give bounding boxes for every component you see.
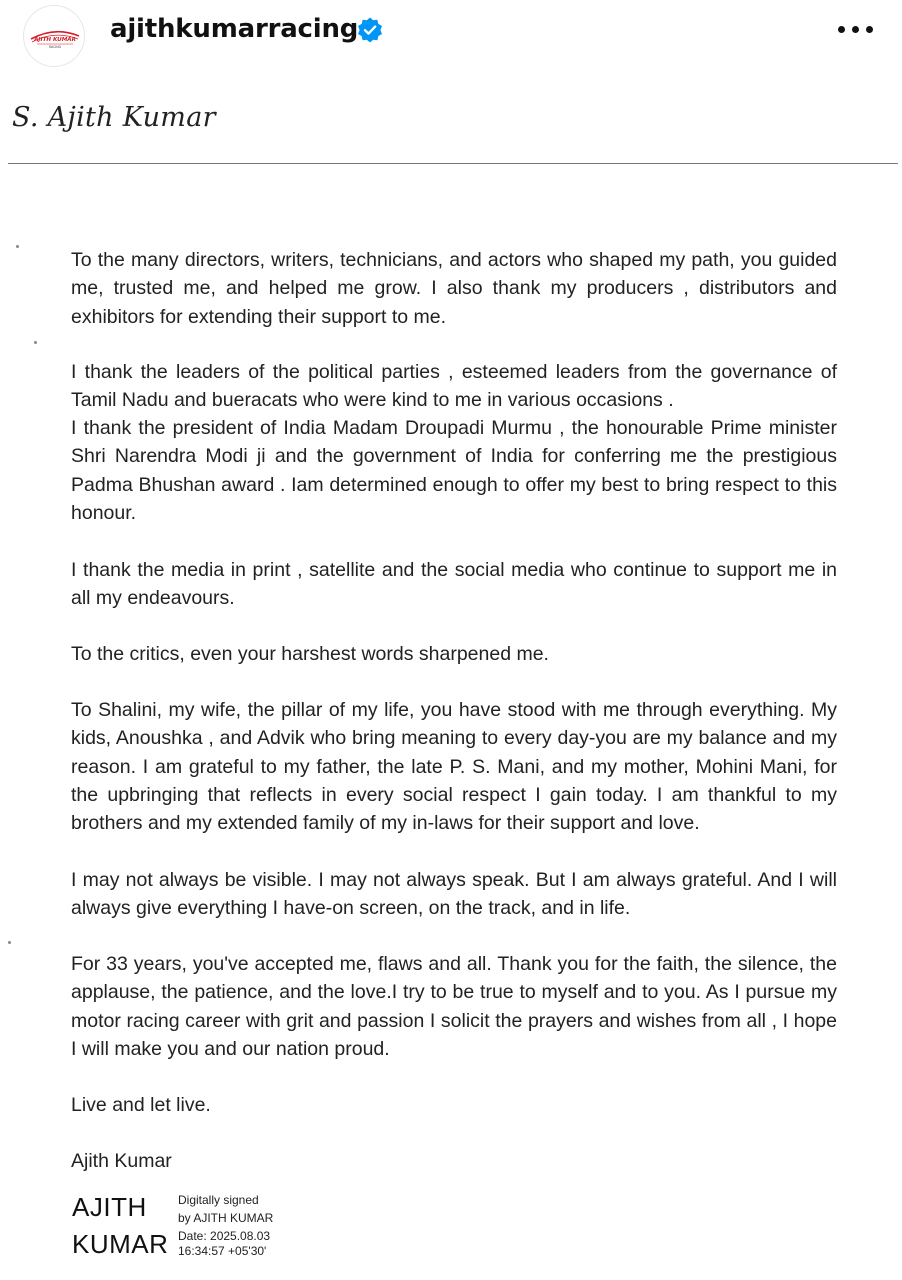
post-header	[0, 0, 902, 85]
signature-meta-line1: Digitally signed	[178, 1193, 259, 1207]
signature-meta-line4: 16:34:57 +05'30'	[178, 1244, 267, 1258]
username-link[interactable]: ajithkumarracing	[110, 14, 359, 44]
signature-meta-line3: Date: 2025.08.03	[178, 1229, 271, 1243]
paragraph-thanks-leaders: I thank the leaders of the political parties , esteemed leaders from the governance of Tamil Nadu and bueracats who were kind to me in various occasions .	[71, 361, 837, 412]
paragraph-critics: To the critics, even your harshest words sharpened me.	[71, 643, 549, 665]
letterhead-name: S. Ajith Kumar	[12, 102, 216, 133]
logo-main-text: AJITH KUMAR	[34, 37, 76, 43]
paragraph-thanks-government: I thank the president of India Madam Droupadi Murmu , the honourable Prime minister Shri Narendra Modi ji and the government of India for conferring me the prestigious Padma Bhushan award . Iam determined enough to offer my best to bring respect to this honour.	[71, 417, 837, 524]
paragraph-family: To Shalini, my wife, the pillar of my life, you have stood with me through everything. My kids, Anoushka , and Advik who bring meaning to every day-you are my balance and my reason. I am grateful to my father, the late P. S. Mani, and my mother, Mohini Mani, for the upbringing that reflects in every social respect I gain today. I am thankful to my brothers and my extended family of my in-laws for their support and love.	[71, 699, 837, 835]
verified-badge-icon	[356, 16, 384, 44]
signoff-name: Ajith Kumar	[71, 1150, 172, 1172]
logo-sub-text: RACING	[48, 45, 62, 49]
paragraph-33-years: For 33 years, you've accepted me, flaws and all. Thank you for the faith, the silence, the applause, the patience, and the love.I try to be true to myself and to you. As I pursue my motor racing career with grit and passion I solicit the prayers and wishes from all , I hope I will make you and our nation proud.	[71, 953, 837, 1060]
more-options-icon[interactable]	[834, 12, 878, 46]
scan-speck	[34, 341, 37, 344]
signature-name-line2: KUMAR	[72, 1229, 169, 1259]
letterhead-divider	[8, 163, 898, 164]
scan-speck	[8, 941, 11, 944]
paragraph-thanks-industry: To the many directors, writers, technicians, and actors who shaped my path, you guided me, trusted me, and helped me grow. I also thank my producers , distributors and exhibitors for extending their support to me.	[71, 249, 837, 328]
paragraph-live-and-let-live: Live and let live.	[71, 1094, 211, 1116]
racing-logo-icon	[24, 6, 86, 68]
paragraph-gratitude: I may not always be visible. I may not always speak. But I am always grateful. And I will always give everything I have-on screen, on the track, and in life.	[71, 869, 837, 920]
avatar[interactable]	[23, 5, 85, 67]
letter-document	[0, 84, 902, 1280]
signature-name-line1: AJITH	[72, 1192, 147, 1222]
signature-meta-line2: by AJITH KUMAR	[178, 1211, 274, 1225]
paragraph-thanks-media: I thank the media in print , satellite and the social media who continue to support me in all my endeavours.	[71, 559, 837, 610]
scan-speck	[16, 245, 19, 248]
